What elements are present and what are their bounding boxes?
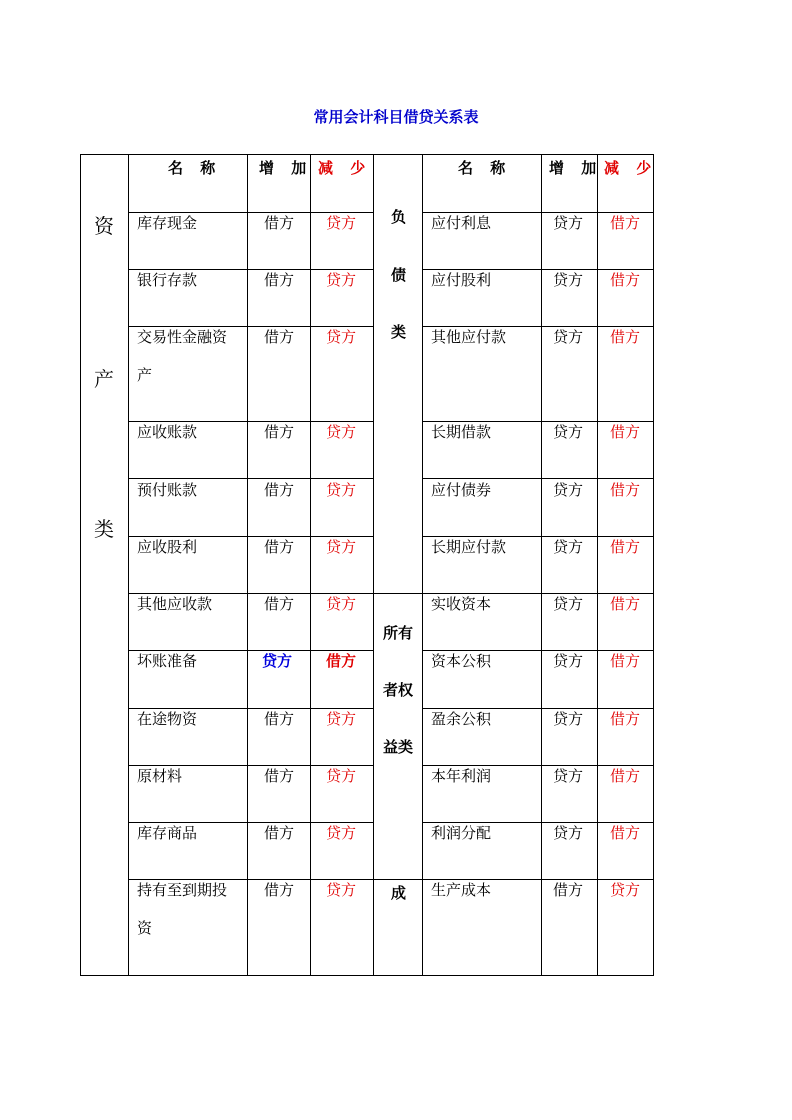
left-dec: 贷方	[326, 767, 357, 785]
left-name: 应收账款	[137, 423, 198, 441]
right-name: 实收资本	[431, 595, 492, 613]
left-dec: 贷方	[326, 423, 357, 441]
table-divider	[597, 154, 598, 976]
left-name: 坏账准备	[137, 652, 198, 670]
right-inc: 贷方	[553, 538, 584, 556]
page-title: 常用会计科目借贷关系表	[313, 108, 479, 126]
category-asset-3: 类	[94, 517, 114, 541]
right-dec: 借方	[610, 824, 641, 842]
table-divider	[310, 154, 311, 976]
left-name: 库存现金	[137, 214, 198, 232]
right-name: 长期借款	[431, 423, 492, 441]
table-border-bottom	[80, 975, 654, 976]
left-name: 交易性金融资	[137, 328, 228, 346]
right-name: 生产成本	[431, 881, 492, 899]
right-inc: 贷方	[553, 710, 584, 728]
category-separator	[373, 593, 423, 594]
table-border-top	[80, 154, 654, 155]
right-name: 盈余公积	[431, 710, 492, 728]
header-name-right: 名 称	[458, 159, 512, 177]
category-asset-1: 资	[94, 214, 114, 238]
left-dec: 贷方	[326, 824, 357, 842]
left-dec: 贷方	[326, 881, 357, 899]
category-equity-2: 者权	[383, 681, 414, 699]
left-name: 库存商品	[137, 824, 198, 842]
right-inc: 贷方	[553, 328, 584, 346]
table-divider	[373, 154, 374, 976]
left-dec: 贷方	[326, 328, 357, 346]
right-dec: 借方	[610, 214, 641, 232]
right-name: 其他应付款	[431, 328, 507, 346]
right-inc: 贷方	[553, 214, 584, 232]
right-inc: 贷方	[553, 423, 584, 441]
right-name: 本年利润	[431, 767, 492, 785]
left-inc: 借方	[264, 538, 295, 556]
left-name: 预付账款	[137, 481, 198, 499]
right-name: 应付债券	[431, 481, 492, 499]
right-name: 利润分配	[431, 824, 492, 842]
right-dec: 借方	[610, 767, 641, 785]
right-inc: 贷方	[553, 271, 584, 289]
left-inc: 借方	[264, 767, 295, 785]
left-inc: 借方	[264, 881, 295, 899]
right-dec: 借方	[610, 423, 641, 441]
category-equity-3: 益类	[383, 738, 414, 756]
left-name-cont: 资	[137, 919, 153, 937]
left-inc: 借方	[264, 328, 295, 346]
right-inc: 贷方	[553, 481, 584, 499]
left-inc: 借方	[264, 595, 295, 613]
category-liability-3: 类	[391, 323, 407, 341]
right-inc: 贷方	[553, 652, 584, 670]
category-liability-2: 债	[391, 266, 407, 284]
header-decrease-left: 减 少	[318, 159, 372, 177]
left-name: 其他应收款	[137, 595, 213, 613]
left-name: 原材料	[137, 767, 183, 785]
left-dec: 贷方	[326, 595, 357, 613]
left-name-cont: 产	[137, 366, 153, 384]
right-dec: 借方	[610, 481, 641, 499]
right-inc: 贷方	[553, 595, 584, 613]
right-dec: 借方	[610, 595, 641, 613]
category-cost: 成	[391, 884, 407, 902]
category-liability-1: 负	[391, 208, 407, 226]
left-name: 在途物资	[137, 710, 198, 728]
right-inc: 贷方	[553, 824, 584, 842]
table-divider	[422, 154, 423, 976]
right-name: 应付利息	[431, 214, 492, 232]
left-inc: 借方	[264, 423, 295, 441]
left-name: 持有至到期投	[137, 881, 228, 899]
left-inc: 借方	[264, 710, 295, 728]
table-border-left	[80, 154, 81, 976]
category-asset-2: 产	[94, 367, 114, 391]
table-divider	[128, 154, 129, 976]
table-divider	[541, 154, 542, 976]
right-dec: 借方	[610, 710, 641, 728]
left-dec: 贷方	[326, 214, 357, 232]
header-decrease-right: 减 少	[604, 159, 658, 177]
right-dec: 借方	[610, 328, 641, 346]
left-dec: 贷方	[326, 271, 357, 289]
left-dec: 贷方	[326, 710, 357, 728]
table-border-right	[653, 154, 654, 976]
left-inc: 借方	[264, 271, 295, 289]
right-name: 应付股利	[431, 271, 492, 289]
right-name: 长期应付款	[431, 538, 507, 556]
left-dec: 借方	[326, 652, 357, 670]
left-dec: 贷方	[326, 481, 357, 499]
left-inc: 借方	[264, 481, 295, 499]
header-name-left: 名 称	[168, 159, 222, 177]
category-equity-1: 所有	[383, 624, 414, 642]
table-divider	[247, 154, 248, 976]
right-dec: 借方	[610, 652, 641, 670]
header-increase-left: 增 加	[259, 159, 313, 177]
right-inc: 借方	[553, 881, 584, 899]
left-inc: 借方	[264, 824, 295, 842]
right-dec: 借方	[610, 271, 641, 289]
right-name: 资本公积	[431, 652, 492, 670]
right-dec: 借方	[610, 538, 641, 556]
left-dec: 贷方	[326, 538, 357, 556]
category-separator	[373, 879, 423, 880]
header-increase-right: 增 加	[549, 159, 603, 177]
right-inc: 贷方	[553, 767, 584, 785]
left-name: 银行存款	[137, 271, 198, 289]
left-name: 应收股利	[137, 538, 198, 556]
left-inc: 借方	[264, 214, 295, 232]
left-inc: 贷方	[262, 652, 293, 670]
right-dec: 贷方	[610, 881, 641, 899]
